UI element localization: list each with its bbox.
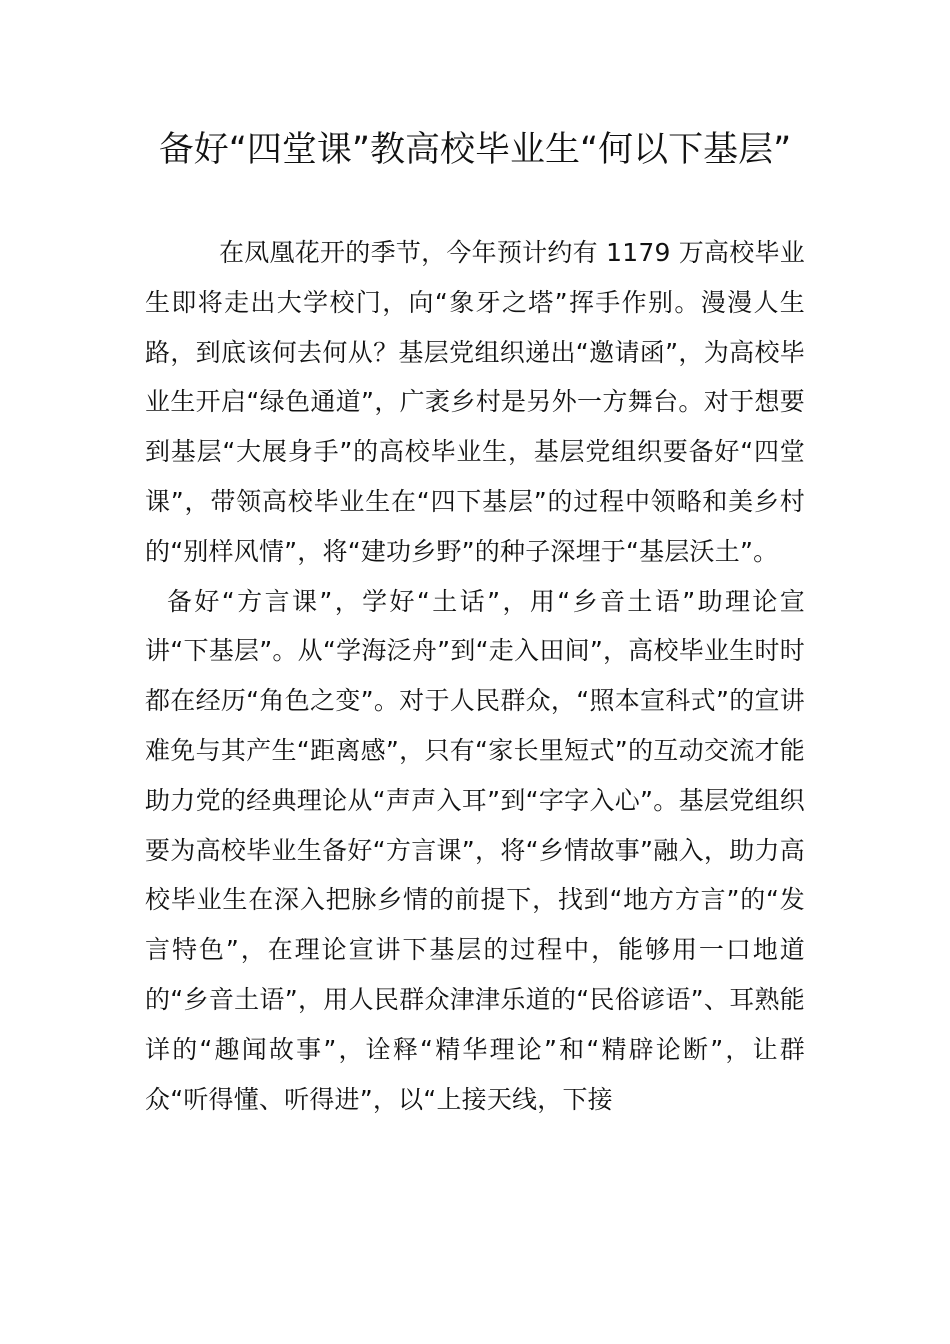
document-body [145, 228, 805, 1124]
paragraph-intro: 在凤凰花开的季节，今年预计约有 1179 万高校毕业生即将走出大学校门，向“象牙之塔”挥手作别。漫漫人生路，到底该何去何从？基层党组织递出“邀请函”，为高校毕业生开启“绿色通道”，广袤乡村是另外一方舞台。对于想要到基层“大展身手”的高校毕业生，基层党组织要备好“四堂课”，带领高校毕业生在“四下基层”的过程中领略和美乡村的“别样风情”，将“建功乡野”的种子深埋于“基层沃土”。 [145, 238, 805, 566]
paragraph-dialect-lesson: 备好“方言课”，学好“土话”，用“乡音土语”助理论宣讲“下基层”。从“学海泛舟”到“走入田间”，高校毕业生时时都在经历“角色之变”。对于人民群众，“照本宣科式”的宣讲难免与其产生“距离感”，只有“家长里短式”的互动交流才能助力党的经典理论从“声声入耳”到“字字入心”。基层党组织要为高校毕业生备好“方言课”，将“乡情故事”融入，助力高校毕业生在深入把脉乡情的前提下，找到“地方方言”的“发言特色”，在理论宣讲下基层的过程中，能够用一口地道的“乡音土语”，用人民群众津津乐道的“民俗谚语”、耳熟能详的“趣闻故事”，诠释“精华理论”和“精辟论断”，让群众“听得懂、听得进”，以“上接天线，下接 [145, 586, 805, 1114]
document-title: 备好“四堂课”教高校毕业生“何以下基层” [158, 130, 792, 170]
